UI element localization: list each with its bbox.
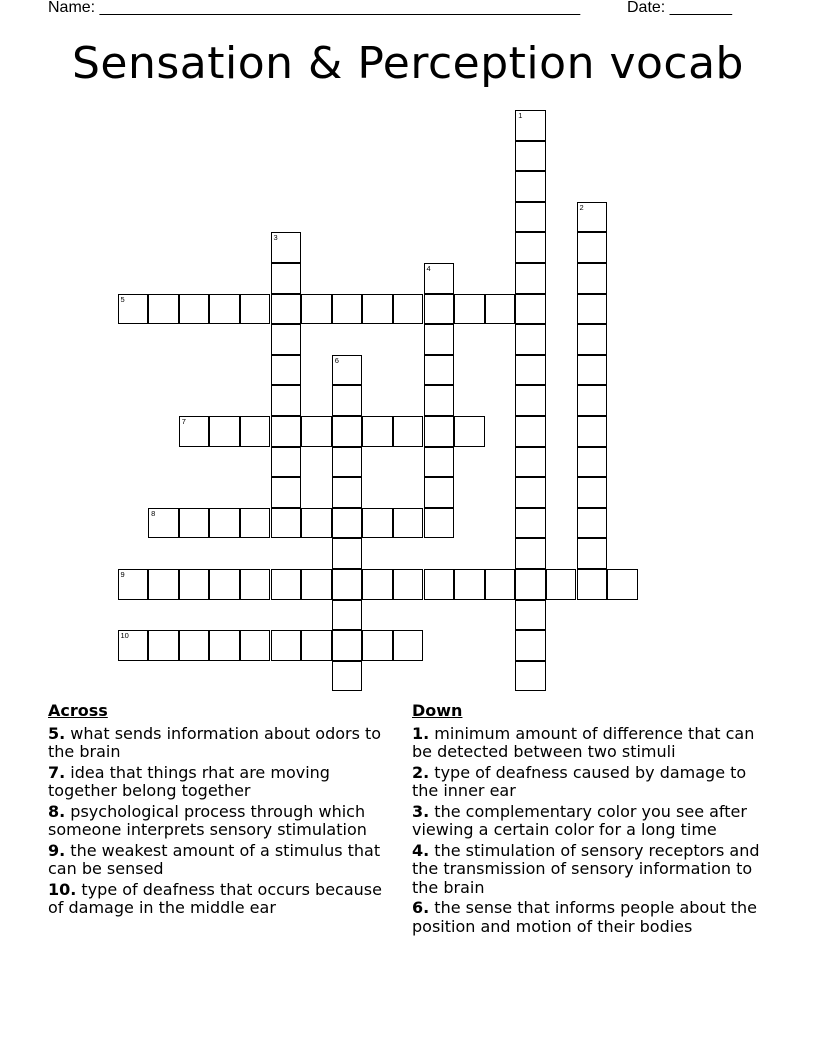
date-field[interactable]: Date: _______ (627, 0, 732, 16)
grid-cell[interactable] (454, 416, 485, 447)
grid-cell[interactable] (271, 263, 302, 294)
grid-cell[interactable] (393, 508, 424, 539)
grid-cell[interactable] (515, 569, 546, 600)
grid-cell[interactable] (515, 294, 546, 325)
grid-cell[interactable] (515, 600, 546, 631)
grid-cell[interactable] (271, 447, 302, 478)
clue-text: psychological process through which someone interprets sensory stimulation (48, 801, 367, 839)
grid-cell[interactable] (424, 355, 455, 386)
grid-cell[interactable] (179, 569, 210, 600)
grid-cell[interactable] (148, 294, 179, 325)
grid-cell[interactable] (179, 508, 210, 539)
grid-cell[interactable] (515, 385, 546, 416)
clue-number: 9. (48, 840, 66, 860)
grid-cell[interactable] (393, 294, 424, 325)
clue-number: 2. (412, 762, 430, 782)
grid-cell[interactable] (577, 569, 608, 600)
grid-cell[interactable] (362, 630, 393, 661)
clue-down-3 (412, 803, 772, 840)
clue-text: idea that things rhat are moving together belong together (48, 762, 330, 800)
clue-text: what sends information about odors to the brain (48, 723, 382, 761)
grid-cell[interactable] (393, 569, 424, 600)
grid-cell[interactable] (577, 447, 608, 478)
down-heading: Down (412, 701, 463, 720)
clue-across-9 (48, 842, 398, 879)
clue-down-6 (412, 899, 772, 936)
clue-text: the sense that informs people about the position and motion of their bodies (412, 898, 757, 936)
grid-cell[interactable] (148, 569, 179, 600)
grid-cell[interactable] (179, 294, 210, 325)
grid-cell[interactable] (362, 569, 393, 600)
clue-across-5 (48, 725, 398, 762)
grid-cell[interactable] (515, 171, 546, 202)
clue-text: minimum amount of difference that can be detected between two stimuli (412, 723, 755, 761)
grid-cell[interactable] (424, 447, 455, 478)
clue-across-8 (48, 803, 398, 840)
grid-cell[interactable] (271, 477, 302, 508)
grid-cell[interactable] (515, 661, 546, 692)
grid-cell[interactable] (332, 355, 363, 386)
grid-cell[interactable] (577, 294, 608, 325)
grid-cell[interactable] (424, 263, 455, 294)
grid-cell[interactable] (332, 385, 363, 416)
grid-cell[interactable] (577, 202, 608, 233)
grid-cell[interactable] (577, 477, 608, 508)
grid-cell[interactable] (271, 416, 302, 447)
grid-cell[interactable] (271, 324, 302, 355)
grid-cell[interactable] (515, 263, 546, 294)
grid-cell[interactable] (424, 477, 455, 508)
grid-cell[interactable] (209, 294, 240, 325)
grid-cell[interactable] (332, 630, 363, 661)
clue-text: type of deafness caused by damage to the inner ear (412, 762, 747, 800)
grid-cell[interactable] (332, 477, 363, 508)
clue-number: 1. (412, 723, 430, 743)
grid-cell[interactable] (118, 569, 149, 600)
across-heading: Across (48, 701, 108, 720)
grid-cell[interactable] (577, 355, 608, 386)
across-clues (48, 702, 398, 920)
grid-cell[interactable] (546, 569, 577, 600)
clue-down-4 (412, 842, 772, 898)
grid-cell[interactable] (362, 416, 393, 447)
grid-cell[interactable] (485, 569, 516, 600)
grid-cell[interactable] (454, 294, 485, 325)
grid-cell[interactable] (240, 416, 271, 447)
grid-cell[interactable] (301, 294, 332, 325)
cell-number: 10 (120, 631, 129, 641)
clue-text: type of deafness that occurs because of damage in the middle ear (48, 879, 382, 917)
cell-number: 6 (334, 355, 339, 365)
grid-cell[interactable] (424, 324, 455, 355)
cell-number: 2 (579, 202, 584, 212)
grid-cell[interactable] (240, 294, 271, 325)
grid-cell[interactable] (515, 538, 546, 569)
grid-cell[interactable] (424, 416, 455, 447)
grid-cell[interactable] (424, 508, 455, 539)
grid-cell[interactable] (424, 385, 455, 416)
grid-cell[interactable] (515, 232, 546, 263)
cell-number: 3 (273, 233, 278, 243)
grid-cell[interactable] (332, 538, 363, 569)
grid-cell[interactable] (332, 416, 363, 447)
grid-cell[interactable] (454, 569, 485, 600)
clue-number: 4. (412, 840, 430, 860)
grid-cell[interactable] (393, 630, 424, 661)
grid-cell[interactable] (393, 416, 424, 447)
grid-cell[interactable] (332, 661, 363, 692)
grid-cell[interactable] (362, 508, 393, 539)
grid-cell[interactable] (240, 569, 271, 600)
grid-cell[interactable] (209, 630, 240, 661)
grid-cell[interactable] (332, 294, 363, 325)
grid-cell[interactable] (515, 630, 546, 661)
grid-cell[interactable] (240, 508, 271, 539)
clue-text: the stimulation of sensory receptors and the transmission of sensory information to the brain (412, 840, 760, 897)
grid-cell[interactable] (271, 508, 302, 539)
grid-cell[interactable] (577, 385, 608, 416)
clue-across-10 (48, 881, 398, 918)
clue-number: 8. (48, 801, 66, 821)
clue-across-7 (48, 764, 398, 801)
grid-cell[interactable] (271, 630, 302, 661)
grid-cell[interactable] (332, 600, 363, 631)
cell-number: 7 (181, 417, 186, 426)
cell-number: 9 (120, 570, 125, 579)
clue-number: 10. (48, 879, 77, 899)
grid-cell[interactable] (515, 355, 546, 386)
clue-number: 7. (48, 762, 66, 782)
cell-number: 4 (426, 264, 431, 273)
grid-cell[interactable] (209, 569, 240, 600)
name-field[interactable]: Name: ______________________________________________________ (48, 0, 581, 16)
cell-number: 5 (120, 294, 125, 304)
grid-cell[interactable] (515, 324, 546, 355)
grid-cell[interactable] (424, 294, 455, 325)
grid-cell[interactable] (577, 324, 608, 355)
grid-cell[interactable] (515, 141, 546, 172)
grid-cell[interactable] (577, 538, 608, 569)
grid-cell[interactable] (607, 569, 638, 600)
grid-cell[interactable] (301, 416, 332, 447)
grid-cell[interactable] (515, 202, 546, 233)
clue-text: the weakest amount of a stimulus that can be sensed (48, 840, 381, 878)
grid-cell[interactable] (515, 447, 546, 478)
clue-number: 5. (48, 723, 66, 743)
grid-cell[interactable] (424, 569, 455, 600)
grid-cell[interactable] (577, 508, 608, 539)
grid-cell[interactable] (271, 569, 302, 600)
grid-cell[interactable] (271, 385, 302, 416)
grid-cell[interactable] (148, 630, 179, 661)
grid-cell[interactable] (301, 630, 332, 661)
grid-cell[interactable] (179, 630, 210, 661)
grid-cell[interactable] (240, 630, 271, 661)
grid-cell[interactable] (118, 294, 149, 325)
cell-number: 1 (518, 111, 523, 120)
grid-cell[interactable] (332, 508, 363, 539)
grid-cell[interactable] (271, 355, 302, 386)
clue-down-2 (412, 764, 772, 801)
grid-cell[interactable] (577, 416, 608, 447)
grid-cell[interactable] (332, 569, 363, 600)
grid-cell[interactable] (148, 508, 179, 539)
grid-cell[interactable] (301, 508, 332, 539)
clue-down-1 (412, 725, 772, 762)
grid-cell[interactable] (577, 263, 608, 294)
clue-text: the complementary color you see after viewing a certain color for a long time (412, 801, 747, 839)
cell-number: 8 (151, 508, 156, 518)
grid-cell[interactable] (362, 294, 393, 325)
grid-cell[interactable] (271, 232, 302, 263)
grid-cell[interactable] (485, 294, 516, 325)
grid-cell[interactable] (515, 477, 546, 508)
clue-number: 6. (412, 898, 430, 917)
grid-cell[interactable] (209, 416, 240, 447)
grid-cell[interactable] (209, 508, 240, 539)
grid-cell[interactable] (577, 232, 608, 263)
grid-cell[interactable] (515, 110, 546, 141)
grid-cell[interactable] (179, 416, 210, 447)
grid-cell[interactable] (271, 294, 302, 325)
grid-cell[interactable] (515, 508, 546, 539)
down-clues (412, 702, 772, 938)
puzzle-title: Sensation & Perception vocab (71, 38, 744, 89)
grid-cell[interactable] (301, 569, 332, 600)
grid-cell[interactable] (118, 630, 149, 661)
grid-cell[interactable] (332, 447, 363, 478)
grid-cell[interactable] (515, 416, 546, 447)
clue-number: 3. (412, 801, 430, 821)
